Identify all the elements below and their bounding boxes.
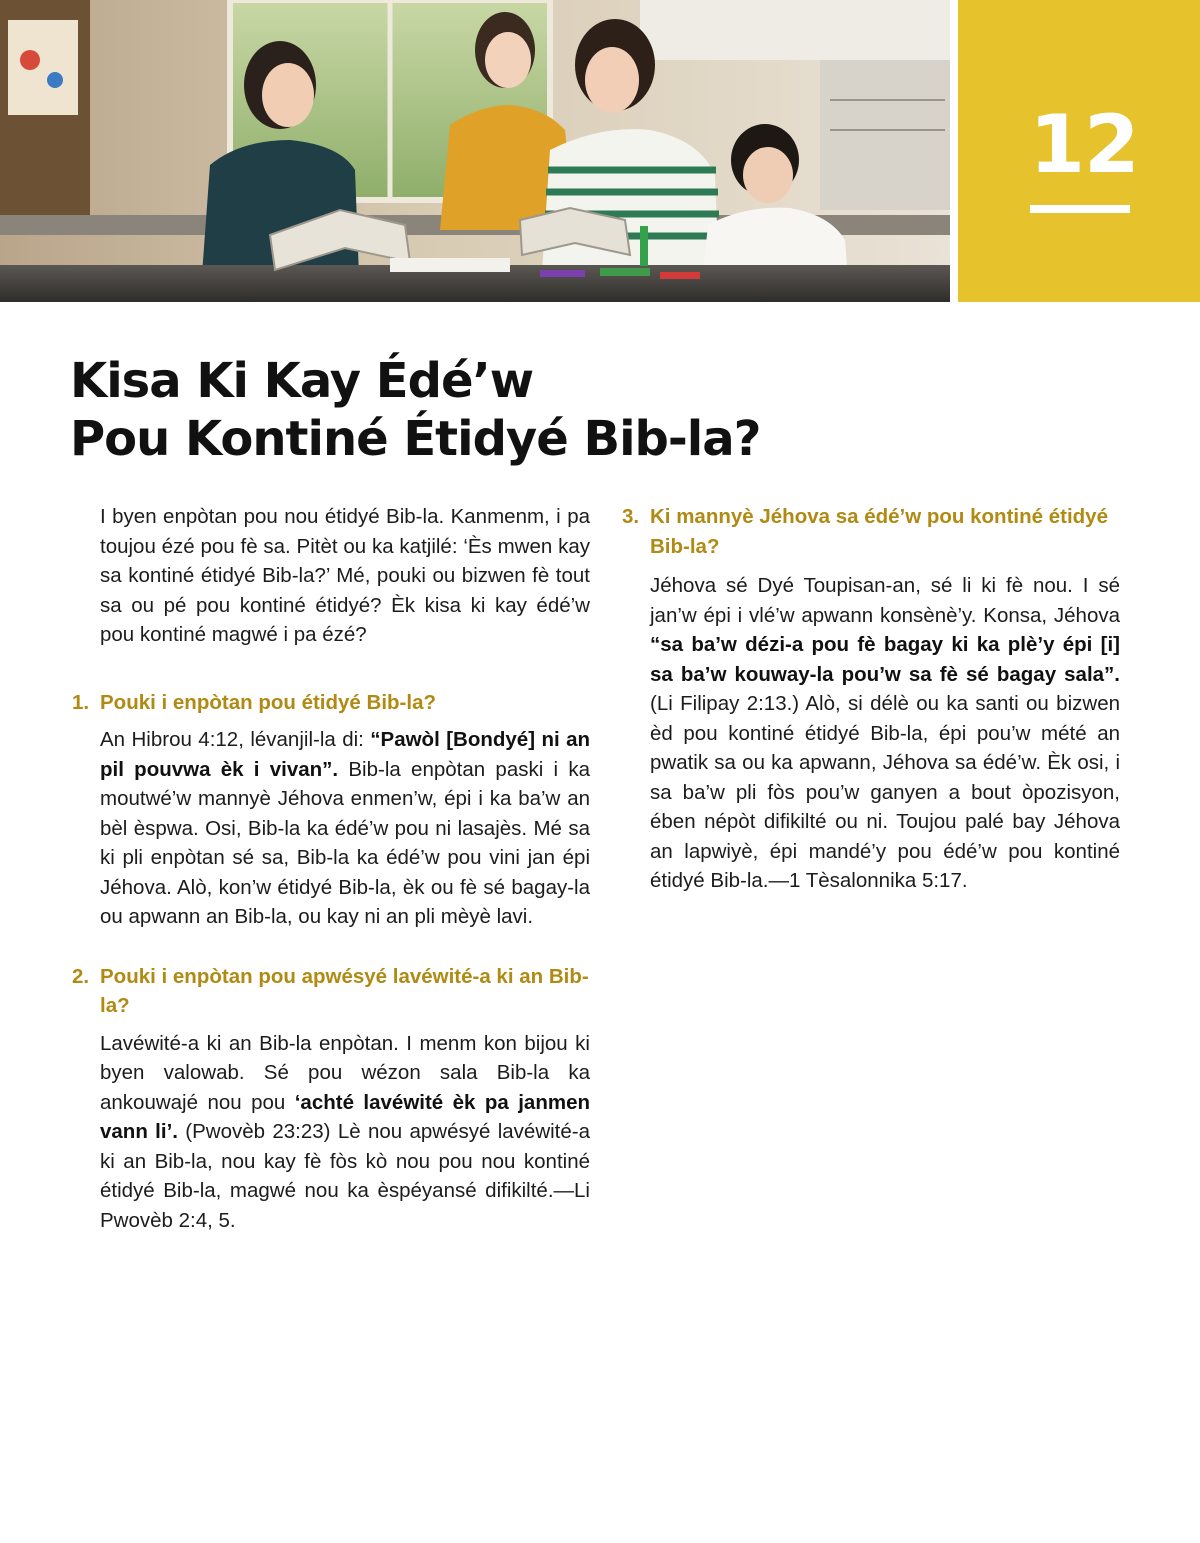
answer-text: An Hibrou 4:12, lévanjil-la di: <box>100 728 371 751</box>
question-1 <box>70 688 590 718</box>
answer-paragraph-3 <box>650 571 1120 896</box>
chapter-underline <box>1030 205 1130 213</box>
question-text: Pouki i enpòtan pou apwésyé lavéwité-a ki an Bib-la? <box>100 964 589 1017</box>
question-text: Ki mannyè Jéhova sa édé’w pou kontiné étidyé Bib-la? <box>650 505 1108 558</box>
scripture-quote: ‘achté lavéwité èk pa janmen vann li’. <box>100 1090 590 1143</box>
question-number: 1. <box>72 690 90 714</box>
scripture-quote: “Pawòl [Bondyé] ni an pil pouvwa èk i vivan”. <box>100 728 591 781</box>
answer-text: Bib-la enpòtan paski i ka moutwé’w mannyè Jéhova enmen’w, épi i ka ba’w an bèl èspwa. Osi, Bib-la ka édé’w pou ni lasajès. Mé sa ki pli enpòtan sé sa, Bib-la ka édé’w pou vini jan épi Jéhova. Alò, kon’w étidyé Bib-la, èk ou fè sé bagay-la ou apwann an Bib-la, ou kay ni an pli mèyè lavi. <box>100 757 590 928</box>
answer-text: Jéhova sé Dyé Toupisan-an, sé li ki fè nou. I sé jan’w épi i vlé’w apwann konsènè’y. Konsa, Jéhova <box>650 574 1120 627</box>
intro-paragraph: I byen enpòtan pou nou étidyé Bib-la. Kanmenm, i pa toujou ézé pou fè sa. Pitèt ou ka katjilé: ‘Ès mwen kay sa kontiné étidyé Bib-la?’ Mé, pouki ou bizwen fè tout sa ou pé pou kontiné étidyé? Èk kisa ki kay édé’w pou kontiné magwé i pa ézé? <box>100 505 590 646</box>
title-line-2: Pou Kontiné Étidyé Bib-la? <box>70 411 761 467</box>
question-2 <box>70 962 590 1021</box>
chapter-number: 12 <box>1029 98 1139 191</box>
right-column <box>620 502 1120 896</box>
answer-paragraph-1 <box>100 725 590 932</box>
page-title <box>70 352 1070 468</box>
chapter-number-block <box>958 0 1200 302</box>
left-column <box>70 502 590 1235</box>
answer-text: (Li Filipay 2:13.) Alò, si délè ou ka santi ou bizwen èd pou kontiné étidyé Bib-la, épi pou’w mété an pwatik sa ou ka apwann, Jéhova sa édé’w. Èk osi, i sa ba’w pli fòs pou’w ganyen a bout òpozisyon, ében népòt difikilté ou ni. Toujou palé bay Jéhova an lapwiyè, épi mandé’y pou édé’w pou kontiné étidyé Bib-la.—1 Tèsalonnika 5:17. <box>650 692 1120 892</box>
title-line-1: Kisa Ki Kay Édé’w <box>70 353 534 409</box>
question-number: 3. <box>622 505 640 528</box>
question-text: Pouki i enpòtan pou étidyé Bib-la? <box>100 690 436 714</box>
question-number: 2. <box>72 964 90 988</box>
question-3 <box>620 502 1120 561</box>
answer-paragraph-2 <box>100 1029 590 1236</box>
answer-text: Lavéwité-a ki an Bib-la enpòtan. I menm kon bijou ki byen valowab. Sé pou wézon sala Bib-la ka ankouwajé nou pou <box>100 1031 590 1114</box>
scripture-quote: “sa ba’w dézi-a pou fè bagay ki ka plè’y épi [i] sa ba’w kouway-la pou’w sa fè sé bagay sala”. <box>650 633 1120 686</box>
hero-photo <box>0 0 950 302</box>
answer-text: (Pwovèb 23:23) Lè nou apwésyé lavéwité-a ki an Bib-la, nou kay fè fòs kò nou pou nou kontiné étidyé Bib-la, magwé nou ka èspéyansé difikilté.—Li Pwovèb 2:4, 5. <box>100 1120 591 1232</box>
